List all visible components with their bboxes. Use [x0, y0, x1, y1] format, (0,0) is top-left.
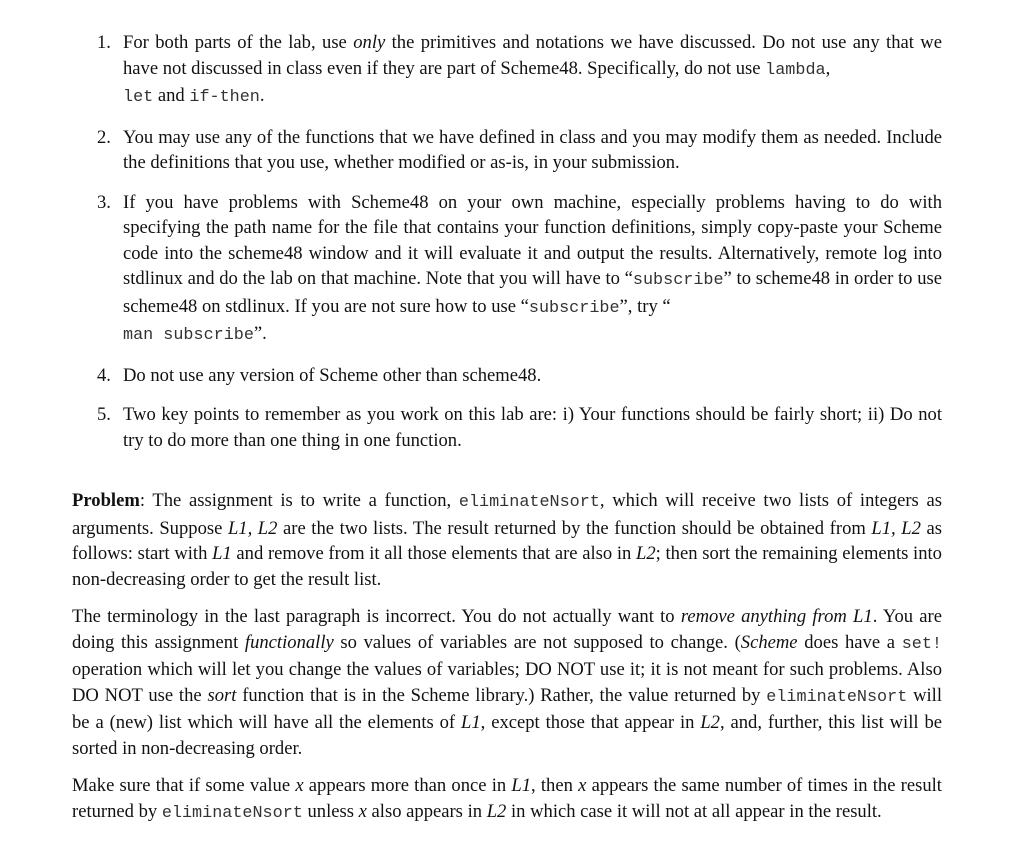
code-subscribe: subscribe — [528, 298, 620, 318]
text-run: , except those that appear in — [480, 712, 701, 733]
text-run: ; then sort the remaining elements into non-decreasing order to get the result list. — [72, 543, 942, 590]
text-run: as follows: start with — [72, 517, 942, 564]
emphasis-text: sort — [207, 684, 237, 706]
emphasis-text: x — [295, 775, 304, 796]
emphasis-text: L2 — [636, 543, 656, 564]
list-item-number: 1. — [97, 32, 111, 53]
text-run: unless — [302, 800, 359, 822]
text-run: will be a (new) list which will have all the elements of — [72, 684, 943, 733]
list-item — [97, 190, 942, 349]
text-run: For both parts of the lab, use — [123, 32, 354, 53]
list-item-text: Two key points to remember as you work on this lab are: i) Your functions should be fairly short; ii) Do not try to do more than one thing in one function. — [123, 404, 942, 451]
text-run: operation which will let you change the values of variables; DO NOT use it; it is not meant for such problems. Also DO NOT use the — [72, 659, 942, 706]
code-let: let — [123, 88, 154, 107]
text-run: , — [825, 57, 831, 79]
list-item-text: You may use any of the functions that we have defined in class and you may modify them as needed. Include the definitions that you use, whether modified or as-is, in your submission. — [123, 126, 942, 173]
text-run: are the two lists. The result returned by the function should be obtained from — [277, 517, 872, 539]
code-subscribe: subscribe — [632, 271, 724, 290]
text-run: function that is in the Scheme library.) Rather, the value returned by — [236, 684, 767, 706]
text-run: also appears in — [366, 800, 487, 822]
list-item-number: 4. — [97, 364, 111, 386]
text-run: , and, further, this list will be sorted in non-decreasing order. — [72, 712, 942, 759]
problem-label: Problem — [72, 490, 140, 511]
code-set: set! — [901, 634, 943, 654]
text-run: does have a — [797, 631, 902, 653]
emphasis-text: L1, L2 — [227, 517, 278, 539]
list-item — [97, 363, 942, 389]
emphasis-text: L1 — [212, 543, 232, 564]
emphasis-text: only — [353, 32, 386, 53]
text-run: in which case it will not at all appear in the result. — [506, 800, 882, 822]
list-item-number: 5. — [97, 404, 111, 425]
emphasis-text: L1, L2 — [871, 517, 921, 539]
text-run: so values of variables are not supposed to change. ( — [333, 631, 741, 653]
list-item-number: 2. — [97, 126, 111, 148]
list-item — [97, 125, 942, 176]
text-run: ”. — [253, 323, 267, 344]
text-run: : The assignment is to write a function, — [139, 490, 459, 511]
text-run: , then — [531, 775, 579, 796]
text-run: and — [153, 85, 190, 106]
rules-list — [72, 30, 942, 453]
list-item-text: Do not use any version of Scheme other than scheme48. — [123, 364, 542, 386]
emphasis-text: functionally — [244, 631, 334, 653]
list-item — [97, 30, 942, 111]
emphasis-text: x — [358, 800, 367, 822]
text-run: . You are doing this assignment — [72, 606, 942, 653]
list-item — [97, 402, 942, 453]
code-eliminateNsort: eliminateNsort — [766, 687, 908, 707]
text-run: If you have problems with Scheme48 on your own machine, especially problems having to do with specifying the path name for the file that contains your function definitions, simply copy-paste your Scheme code into the scheme48 window and it will evaluate it and output the results. Alternatively, remote log into stdlinux and do the lab on that machine. Note that you will have to “ — [123, 191, 942, 289]
list-item-number: 3. — [97, 191, 111, 213]
text-run: ”, try “ — [619, 295, 671, 317]
text-run: . — [259, 85, 265, 106]
code-man-subscribe: man subscribe — [123, 326, 254, 345]
text-run: The terminology in the last paragraph is incorrect. You do not actually want to — [72, 606, 681, 627]
text-run: the primitives and notations we have discussed. Do not use any that we have not discussed in class even if they are part of Scheme48. Specifically, do not use — [123, 32, 942, 79]
terminology-paragraph — [72, 604, 942, 761]
emphasis-text: L2 — [486, 800, 507, 822]
text-run: appears the same number of times in the result returned by — [72, 775, 942, 822]
emphasis-text: x — [578, 775, 587, 796]
code-if-then: if-then — [189, 88, 260, 107]
text-run: and remove from it all those elements that are also in — [231, 543, 637, 564]
text-run: ” to scheme48 in order to use scheme48 on stdlinux. If you are not sure how to use “ — [123, 268, 942, 317]
emphasis-text: remove anything from L1 — [680, 606, 873, 627]
code-lambda: lambda — [765, 60, 826, 80]
code-eliminateNsort: eliminateNsort — [161, 803, 303, 823]
makesure-paragraph — [72, 773, 942, 826]
emphasis-text: L1 — [461, 712, 481, 733]
code-eliminateNsort: eliminateNsort — [458, 493, 600, 512]
emphasis-text: L2 — [700, 712, 720, 733]
emphasis-text: L1 — [511, 775, 532, 796]
emphasis-text: Scheme — [740, 631, 798, 653]
text-run: appears more than once in — [303, 775, 512, 796]
problem-paragraph — [72, 488, 942, 592]
document-page — [72, 30, 942, 838]
text-run: , which will receive two lists of integers as arguments. Suppose — [72, 490, 942, 539]
text-run: Make sure that if some value — [72, 775, 296, 796]
